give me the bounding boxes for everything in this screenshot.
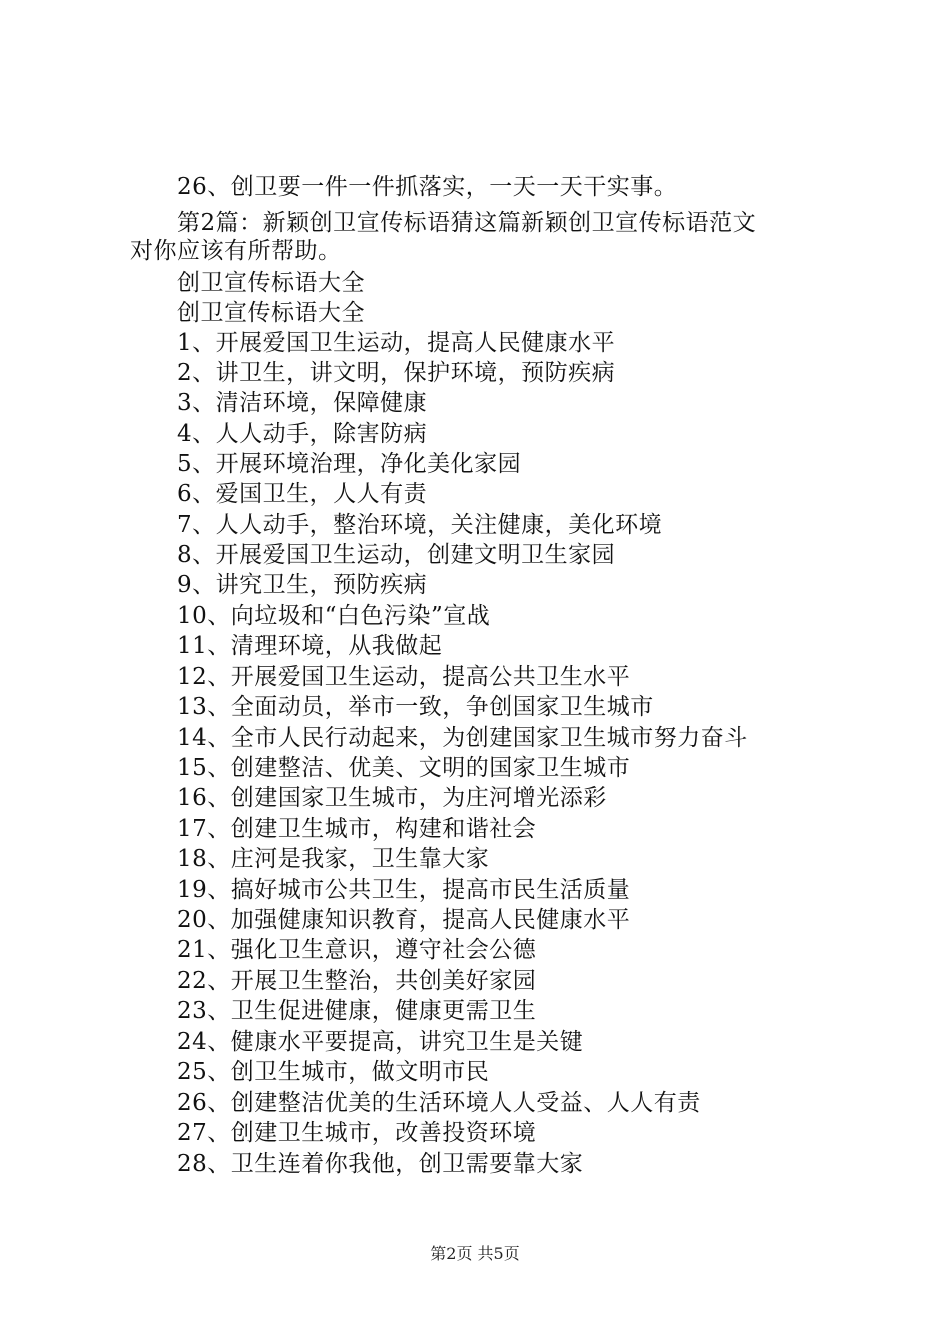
list-item: 24、健康水平要提高，讲究卫生是关键 — [177, 1029, 584, 1055]
list-item: 1、开展爱国卫生运动，提高人民健康水平 — [177, 330, 616, 356]
list-item: 4、人人动手，除害防病 — [177, 421, 428, 447]
list-item: 3、清洁环境，保障健康 — [177, 390, 428, 416]
list-item: 11、清理环境，从我做起 — [177, 633, 443, 659]
list-item: 23、卫生促进健康，健康更需卫生 — [177, 998, 537, 1024]
list-item: 27、创建卫生城市，改善投资环境 — [177, 1120, 537, 1146]
heading: 创卫宣传标语大全 — [177, 270, 365, 296]
list-item: 20、加强健康知识教育，提高人民健康水平 — [177, 907, 631, 933]
list-item: 5、开展环境治理，净化美化家园 — [177, 451, 522, 477]
list-item: 18、庄河是我家，卫生靠大家 — [177, 846, 490, 872]
heading: 创卫宣传标语大全 — [177, 300, 365, 326]
list-item: 10、向垃圾和“白色污染”宣战 — [177, 603, 491, 629]
list-item: 25、创卫生城市，做文明市民 — [177, 1059, 490, 1085]
list-item: 16、创建国家卫生城市，为庄河增光添彩 — [177, 785, 607, 811]
list-item: 14、全市人民行动起来，为创建国家卫生城市努力奋斗 — [177, 725, 748, 751]
list-item: 17、创建卫生城市，构建和谐社会 — [177, 816, 537, 842]
section-title-continuation: 对你应该有所帮助。 — [130, 238, 342, 264]
list-item: 2、讲卫生，讲文明，保护环境，预防疾病 — [177, 360, 616, 386]
list-item: 19、搞好城市公共卫生，提高市民生活质量 — [177, 877, 631, 903]
list-item: 15、创建整洁、优美、文明的国家卫生城市 — [177, 755, 631, 781]
paragraph-line: 26、创卫要一件一件抓落实，一天一天干实事。 — [177, 174, 678, 200]
list-item: 28、卫生连着你我他，创卫需要靠大家 — [177, 1151, 584, 1177]
section-title-line: 第2篇：新颖创卫宣传标语猜这篇新颖创卫宣传标语范文 — [177, 210, 757, 236]
list-item: 7、人人动手，整治环境，关注健康，美化环境 — [177, 512, 663, 538]
page-number-footer: 第2页 共5页 — [430, 1244, 520, 1263]
list-item: 26、创建整洁优美的生活环境人人受益、人人有责 — [177, 1090, 701, 1116]
list-item: 13、全面动员，举市一致，争创国家卫生城市 — [177, 694, 654, 720]
list-item: 8、开展爱国卫生运动，创建文明卫生家园 — [177, 542, 616, 568]
list-item: 12、开展爱国卫生运动，提高公共卫生水平 — [177, 664, 631, 690]
list-item: 21、强化卫生意识，遵守社会公德 — [177, 937, 537, 963]
list-item: 6、爱国卫生，人人有责 — [177, 481, 428, 507]
list-item: 9、讲究卫生，预防疾病 — [177, 572, 428, 598]
list-item: 22、开展卫生整治，共创美好家园 — [177, 968, 537, 994]
